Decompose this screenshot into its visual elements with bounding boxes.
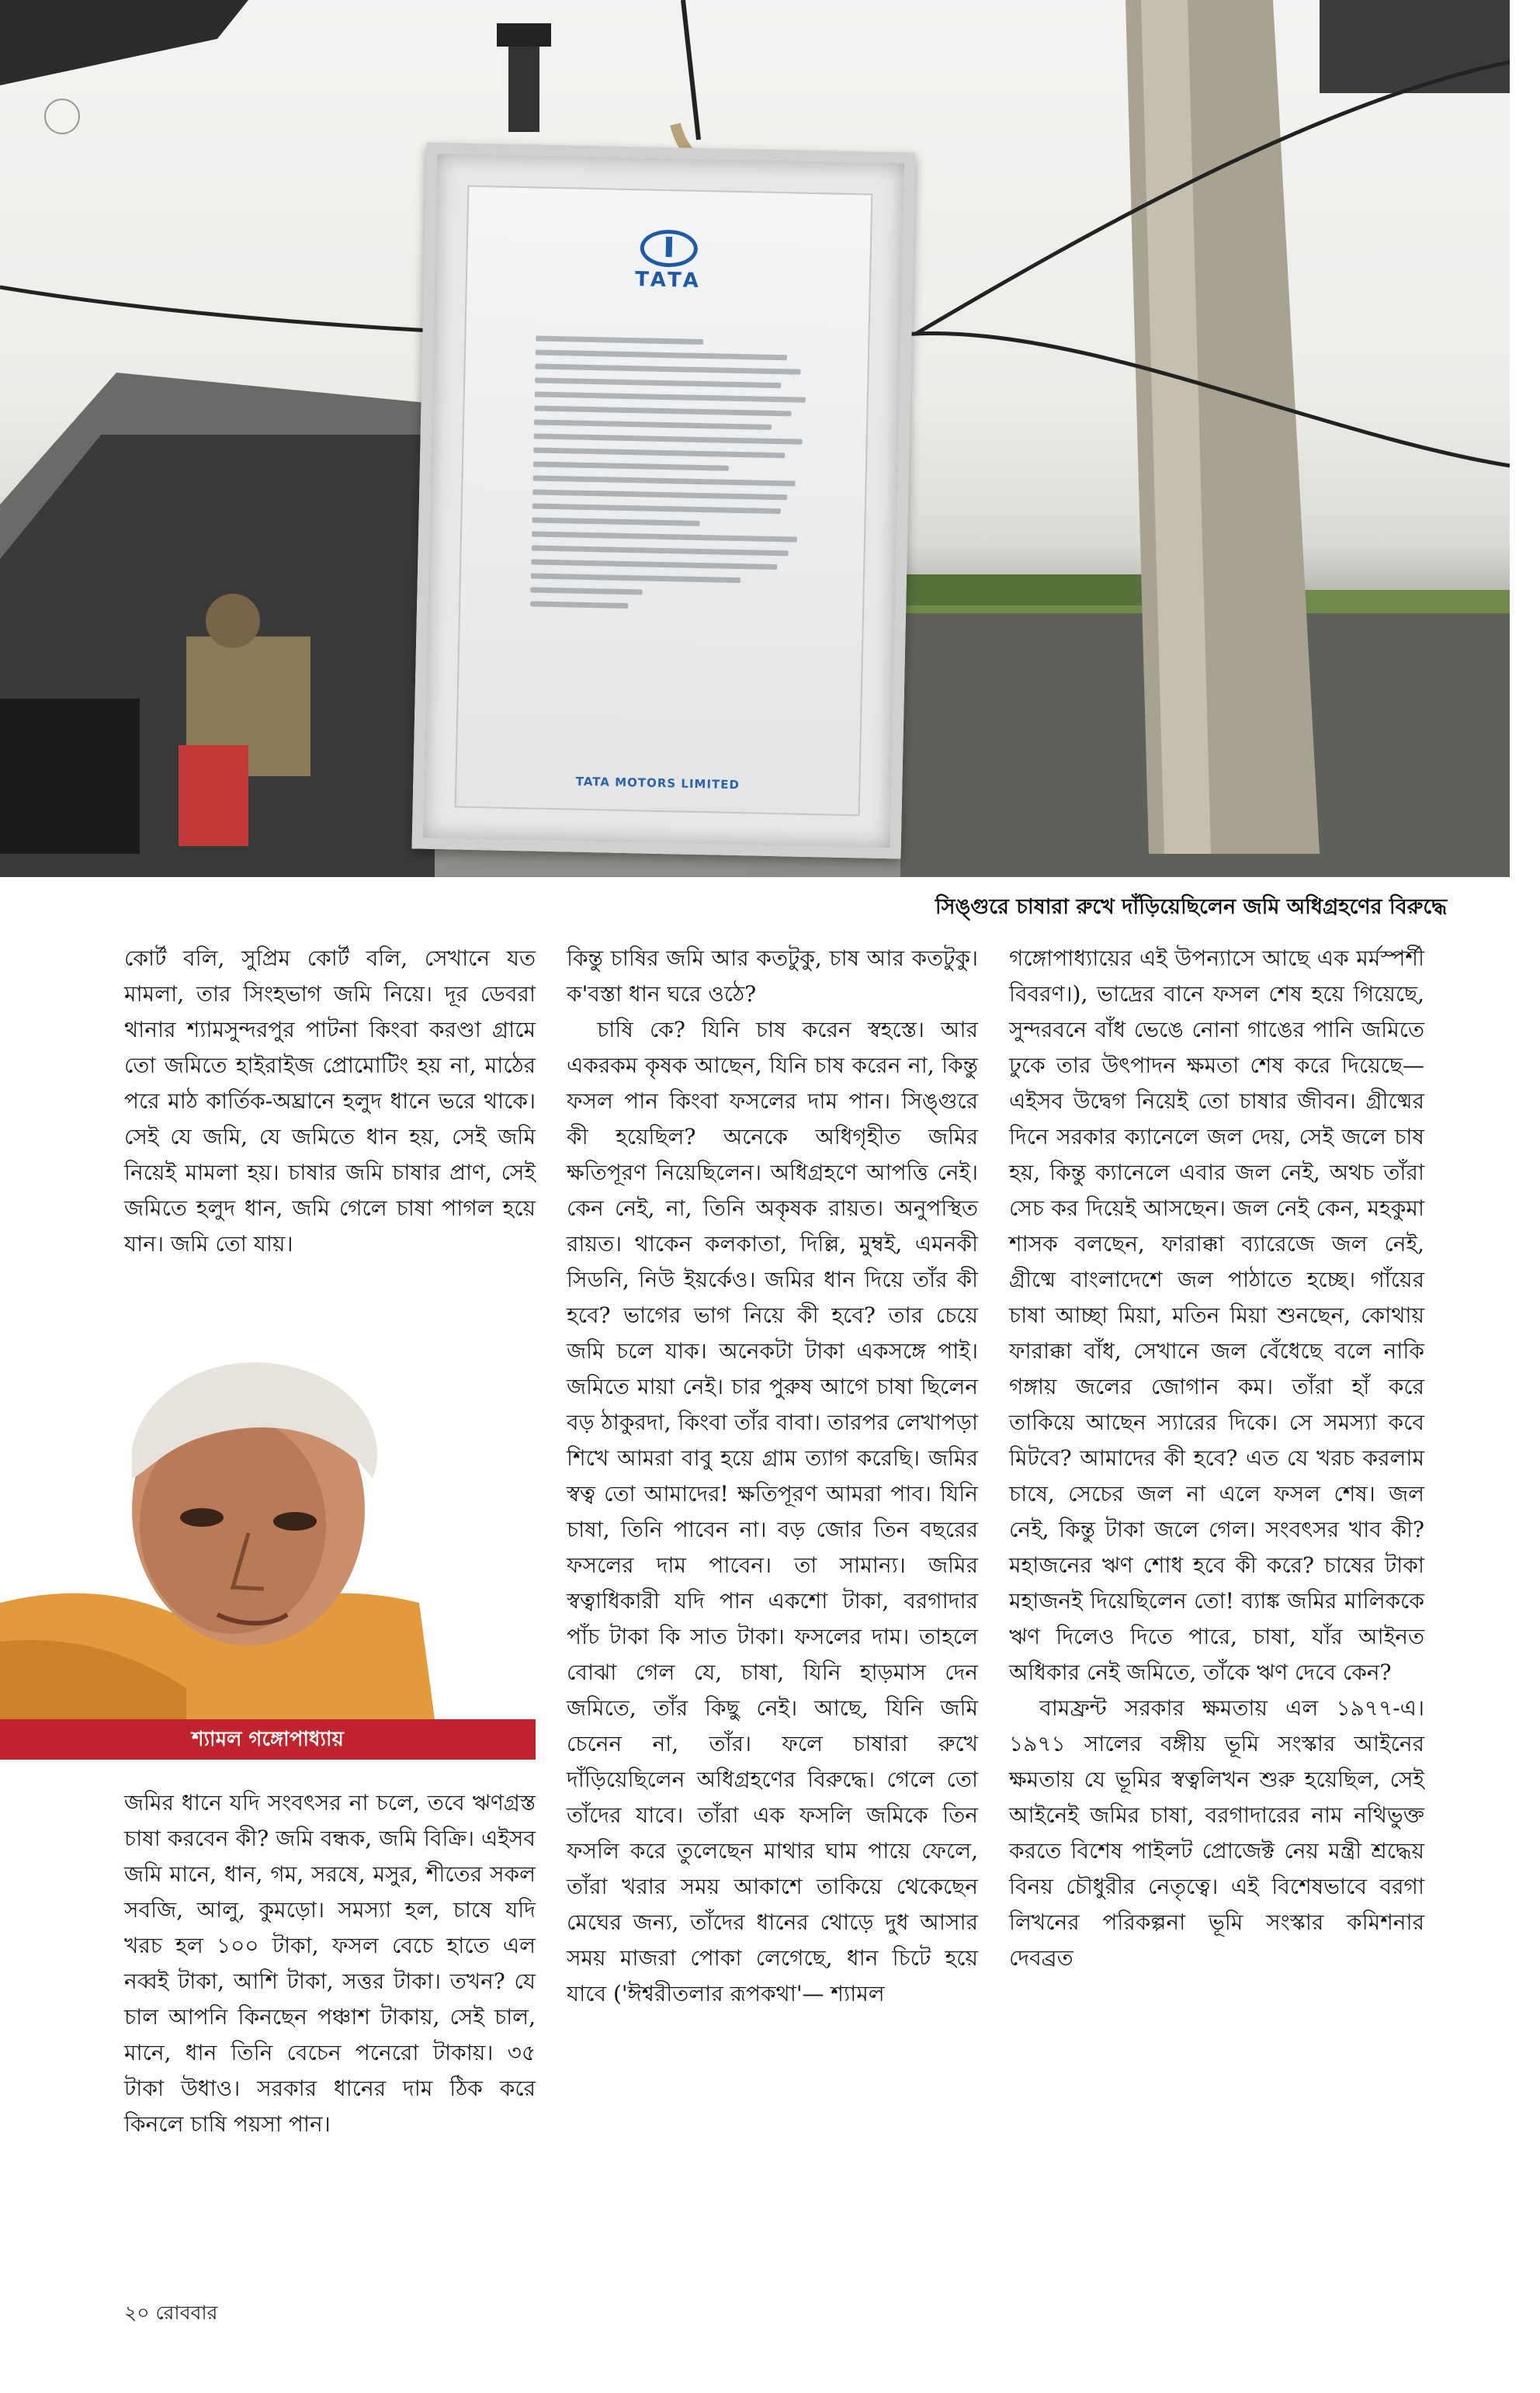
tata-logo-icon bbox=[640, 229, 698, 268]
letter-text-block bbox=[530, 336, 815, 621]
tata-letter-sheet bbox=[412, 143, 916, 859]
paragraph: জমির ধানে যদি সংবৎসর না চলে, তবে ঋণগ্রস্ত চাষা করবেন কী? জমি বন্ধক, জমি বিক্রি। এইসব জমি মানে, ধান, গম, সরষে, মসুর, শীতের সকল সবজি, আলু, কুমড়ো। সমস্যা হল, চাষে যদি খরচ হল ১০০ টাকা, ফসল বেচে হাতে এল নব্বই টাকা, আশি টাকা, সত্তর টাকা। তখন? যে চাল আপনি কিনছেন পঞ্চাশ টাকায়, সেই চাল, মানে, ধান তিনি বেচেন পনেরো টাকায়। ৩৫ টাকা উধাও। সরকার ধানের দাম ঠিক করে কিনলে চাষি পয়সা পান। bbox=[124, 1790, 536, 2137]
tata-letter-footer: TATA MOTORS LIMITED bbox=[575, 774, 741, 792]
page-folio: ২০ রোববার bbox=[124, 2301, 218, 2324]
portrait-image bbox=[0, 1347, 536, 1719]
column-3 bbox=[1009, 941, 1424, 1976]
paragraph: কোর্ট বলি, সুপ্রিম কোর্ট বলি, সেখানে যত মামলা, তার সিংহভাগ জমি নিয়ে। দূর ডেবরা থানার শ্যামসুন্দরপুর পাটনা কিংবা করণ্ডা গ্রামে তো জমিতে হাইরাইজ প্রোমোটিং হয় না, মাঠের পরে মাঠ কার্তিক-অঘ্রানে হলুদ ধানে ভরে থাকে। সেই যে জমি, যে জমিতে ধান হয়, সেই জমি নিয়েই মামলা হয়। চাষার জমি চাষার প্রাণ, সেই জমিতে হলুদ ধান, জমি গেলে চাষা পাগল হয়ে যান। জমি তো যায়। bbox=[124, 945, 536, 1257]
paragraph: গঙ্গোপাধ্যায়ের এই উপন্যাসে আছে এক মর্মস্পর্শী বিবরণ।), ভাদ্রের বানে ফসল শেষ হয়ে গিয়েছে, সুন্দরবনে বাঁধ ভেঙে নোনা গাঙের পানি জমিতে ঢুকে তার উৎপাদন ক্ষমতা শেষ করে দিয়েছে— এইসব উদ্বেগ নিয়েই তো চাষার জীবন। গ্রীষ্মের দিনে সরকার ক্যানেলে জল দেয়, সেই জলে চাষ হয়, কিন্তু ক্যানেলে এবার জল নেই, অথচ তাঁরা সেচ কর দিয়েই আসছেন। জল নেই কেন, মহকুমা শাসক বলছেন, ফারাক্কা ব্যারেজে জল নেই, গ্রীষ্মে বাংলাদেশে জল পাঠাতে হচ্ছে। গাঁয়ের চাষা আচ্ছা মিয়া, মতিন মিয়া শুনছেন, কোথায় ফারাক্কা বাঁধ, সেখানে জল বেঁধেছে বলে নাকি গঙ্গায় জলের জোগান কম। তাঁরা হাঁ করে তাকিয়ে আছেন স্যারের দিকে। সে সমস্যা কবে মিটবে? আমাদের কী হবে? এত যে খরচ করলাম চাষে, সেচের জল না এলে ফসল শেষ। জল নেই, কিন্তু টাকা জলে গেল। সংবৎসর খাব কী? মহাজনের ঋণ শোধ হবে কী করে? চাষের টাকা মহাজনই দিয়েছিলেন তো! ব্যাঙ্ক জমির মালিককে ঋণ দিলেও দিতে পারে, চাষা, যাঁর আইনত অধিকার নেই জমিতে, তাঁকে ঋণ দেবে কেন? bbox=[1009, 945, 1424, 1685]
hero-photo bbox=[0, 0, 1510, 877]
paragraph: কিন্তু চাষির জমি আর কতটুকু, চাষ আর কতটুকু। ক'বস্তা ধান ঘরে ওঠে? bbox=[567, 945, 978, 1007]
tata-logo bbox=[626, 229, 713, 293]
photo-caption: সিঙ্গুরে চাষারা রুখে দাঁড়িয়েছিলেন জমি অধিগ্রহণের বিরুদ্ধে bbox=[935, 895, 1447, 919]
column-1-bottom bbox=[124, 1785, 536, 2142]
paragraph: চাষি কে? যিনি চাষ করেন স্বহস্তে। আর একরকম কৃষক আছেন, যিনি চাষ করেন না, কিন্তু ফসল পান কিংবা ফসলের দাম পান। সিঙ্গুরে কী হয়েছিল? অনেকে অধিগৃহীত জমির ক্ষতিপূরণ নিয়েছিলেন। অধিগ্রহণে আপত্তি নেই। কেন নেই, না, তিনি অকৃষক রায়ত। অনুপস্থিত রায়ত। থাকেন কলকাতা, দিল্লি, মুম্বই, এমনকী সিডনি, নিউ ইয়র্কেও। জমির ধান দিয়ে তাঁর কী হবে? ভাগের ভাগ নিয়ে কী হবে? তার চেয়ে জমি চলে যাক। অনেকটা টাকা একসঙ্গে পাই। জমিতে মায়া নেই। চার পুরুষ আগে চাষা ছিলেন বড় ঠাকুরদা, কিংবা তাঁর বাবা। তারপর লেখাপড়া শিখে আমরা বাবু হয়ে গ্রাম ত্যাগ করেছি। জমির স্বত্ব তো আমাদের! ক্ষতিপূরণ আমরা পাব। যিনি চাষা, তিনি পাবেন না। বড় জোর তিন বছরের ফসলের দাম পাবেন। তা সামান্য। জমির স্বত্বাধিকারী যদি পান একশো টাকা, বরগাদার পাঁচ টাকা কি সাত টাকা। ফসলের দাম। তাহলে বোঝা গেল যে, চাষা, যিনি হাড়মাস দেন জমিতে, তাঁর কিছু নেই। আছে, যিনি জমি চেনেন না, তাঁর। ফলে চাষারা রুখে দাঁড়িয়েছিলেন অধিগ্রহণের বিরুদ্ধে। গেলে তো তাঁদের যাবে। তাঁরা এক ফসলি জমিকে তিন ফসলি করে তুলেছেন মাথার ঘাম পায়ে ফেলে, তাঁরা খরার সময় আকাশে তাকিয়ে থেকেছেন মেঘের জন্য, তাঁদের ধানের থোড়ে দুধ আসার সময় মাজরা পোকা লেগেছে, ধান চিটে হয়ে যাবে ('ঈশ্বরীতলার রূপকথা'— শ্যামল bbox=[567, 1017, 978, 2006]
column-1-top bbox=[124, 941, 536, 1262]
paragraph: বামফ্রন্ট সরকার ক্ষমতায় এল ১৯৭৭-এ। ১৯৭১ সালের বঙ্গীয় ভূমি সংস্কার আইনের ক্ষমতায় যে ভূমির স্বত্বলিখন শুরু হয়েছিল, সেই আইনেই জমির চাষা, বরগাদারের নাম নথিভুক্ত করতে বিশেষ পাইলট প্রোজেক্ট নেয় মন্ত্রী শ্রদ্ধেয় বিনয় চৌধুরীর নেতৃত্বে। এই বিশেষভাবে বরগা লিখনের পরিকল্পনা ভূমি সংস্কার কমিশনার দেবব্রত bbox=[1009, 1695, 1424, 1971]
tata-logo-text: TATA bbox=[634, 268, 702, 293]
portrait-caption: শ্যামল গঙ্গোপাধ্যায় bbox=[0, 1719, 536, 1760]
column-2 bbox=[567, 941, 978, 2012]
author-portrait bbox=[0, 1347, 536, 1719]
